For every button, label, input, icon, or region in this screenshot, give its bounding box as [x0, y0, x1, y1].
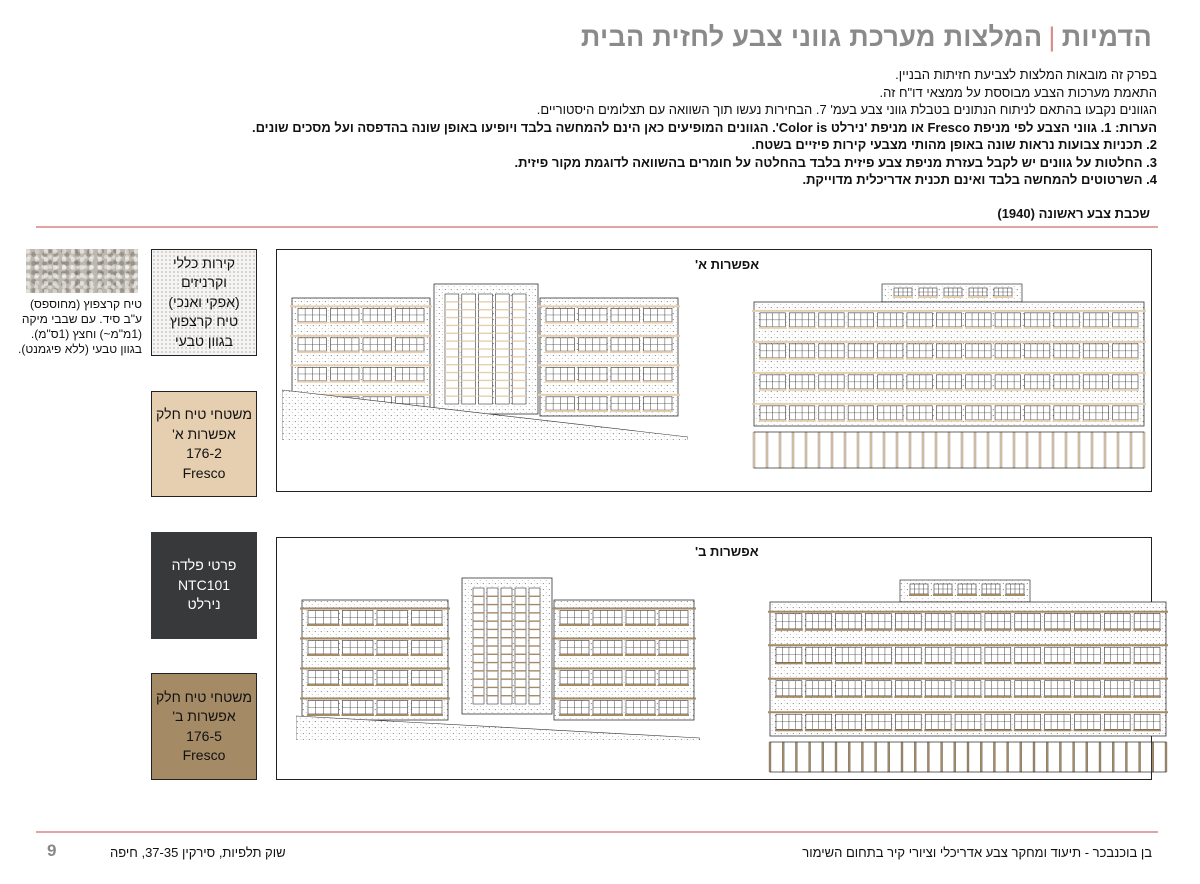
- swatch-smooth-plaster-b: [151, 673, 257, 780]
- note-4: 4. השרטוטים להמחשה בלבד ואינם תכנית אדריכלית מדוייקת.: [802, 172, 1157, 187]
- swatch-text: Fresco: [182, 747, 226, 763]
- page-number: 9: [47, 841, 57, 860]
- swatch-text: וקרניזים: [181, 274, 227, 291]
- swatch-text: נירלט: [187, 596, 221, 613]
- page-title: [581, 22, 1152, 53]
- intro-line-1: בפרק זה מובאות המלצות לצביעת חזיתות הבניין.: [895, 67, 1157, 82]
- plaster-texture-sample: [26, 249, 138, 293]
- section-divider-bottom: [36, 831, 1158, 833]
- option-b-title: אפשרות ב': [695, 544, 759, 559]
- page-title-sub: המלצות מערכת גווני צבע לחזית הבית: [580, 22, 1043, 52]
- swatch-general-walls: [151, 249, 257, 356]
- swatch-text: אפשרות א': [172, 425, 236, 442]
- swatch-smooth-plaster-a: [151, 391, 257, 497]
- title-divider: |: [1048, 22, 1056, 52]
- elevation-drawing: [752, 282, 1147, 472]
- layer-label: שכבת צבע ראשונה (1940): [997, 206, 1150, 221]
- swatch-text: משטחי טיח חלק: [156, 406, 252, 422]
- elevation-drawing: [768, 576, 1170, 774]
- note-3: 3. החלטות על גוונים יש לקבל בעזרת מניפת צבע פיזית בלבד בהחלטה על חומרים בהשוואה לדוגמת מקור פיזית.: [514, 154, 1157, 170]
- swatch-text: טיח קרצפוץ: [169, 313, 239, 330]
- footer-address: שוק תלפיות, סירקין 37-35, חיפה: [110, 845, 286, 860]
- swatch-text: אפשרות ב': [172, 708, 236, 724]
- swatch-text: Fresco: [182, 464, 226, 481]
- option-a-title: אפשרות א': [695, 257, 760, 272]
- swatch-text: קירות כללי: [173, 254, 235, 271]
- page-title-main: הדמיות: [1061, 22, 1152, 52]
- intro-text: [197, 66, 1157, 189]
- swatch-text: NTC101: [177, 576, 231, 593]
- footer-credit: בן בוכנבכר - תיעוד ומחקר צבע אדריכלי וציורי קיר בתחום השימור: [802, 845, 1152, 860]
- elevation-drawing: [282, 282, 688, 440]
- intro-line-3: הגוונים נקבעו בהתאם לניתוח הנתונים בטבלת גווני צבע בעמ' 7. הבחירות נעשו תוך השוואה עם תצלומים היסטוריים.: [536, 102, 1157, 117]
- swatch-text: (אפקי ואנכי): [168, 293, 240, 310]
- elevation-drawing: [296, 576, 700, 740]
- swatch-text: בגוון טבעי: [174, 332, 234, 349]
- note-2: 2. תכניות צבועות נראות שונה באופן מהותי מצבעי קירות פיזיים בשטח.: [751, 137, 1157, 152]
- note-1: הערות: 1. גווני הצבע לפי מניפת Fresco או מניפת 'נירלט Color is'. הגוונים המופיעים כאן הינם להמחשה בלבד ויופיעו באופן שונה בהדפסה ועל מסכים שונים.: [251, 119, 1157, 135]
- swatch-steel-details: [151, 532, 257, 639]
- swatch-text: 176-2: [186, 445, 222, 461]
- section-divider-top: [36, 226, 1158, 228]
- texture-caption: טיח קרצפוץ (מחוספס) ע"ב סיד. עם שבבי מיקה (1מ"מ~) וחצץ (1ס"מ). בגוון טבעי (ללא פיגמנט).: [18, 297, 142, 356]
- swatch-text: משטחי טיח חלק: [156, 688, 252, 705]
- swatch-text: פרטי פלדה: [171, 557, 237, 574]
- swatch-text: 176-5: [186, 727, 222, 744]
- intro-line-2: התאמת מערכות הצבע מבוססת על ממצאי דו"ח זה.: [879, 84, 1157, 100]
